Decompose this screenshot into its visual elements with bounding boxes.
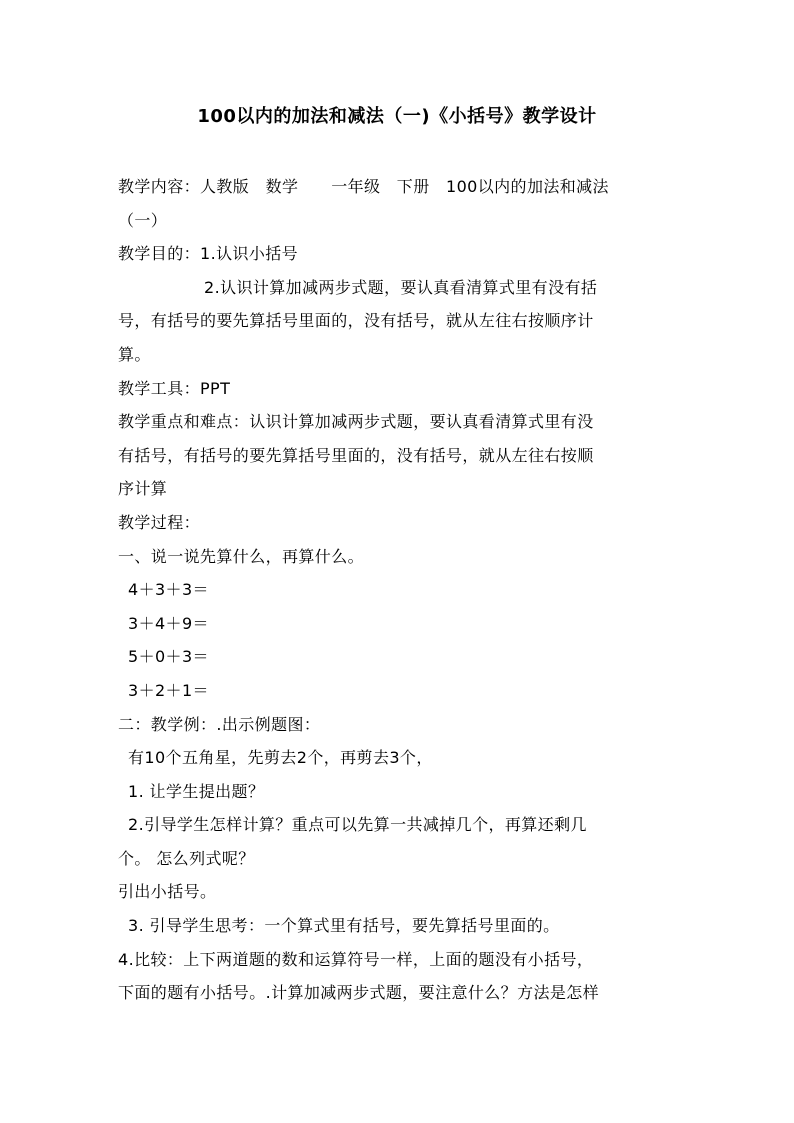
introduce-parentheses-line: 引出小括号。 [118, 882, 217, 902]
teaching-purpose-line: 教学目的：1.认识小括号 [118, 244, 299, 264]
step-four-line: 4.比较：上下两道题的数和运算符号一样，上面的题没有小括号， [118, 949, 594, 969]
key-points-line: 教学重点和难点：认识计算加减两步式题，要认真看清算式里有没 [118, 412, 594, 432]
equation-line: 5＋0＋3＝ [128, 647, 209, 667]
key-points-end: 序计算 [118, 479, 168, 499]
step-two-line: 2.引导学生怎样计算？重点可以先算一共减掉几个，再算还剩几 [128, 815, 587, 835]
document-body [118, 170, 678, 1010]
example-problem-line: 有10个五角星，先剪去2个，再剪去3个， [128, 748, 433, 768]
equation-line: 3＋2＋1＝ [128, 680, 209, 700]
teaching-purpose-item-2: 2.认识计算加减两步式题，要认真看清算式里有没有括 [204, 277, 598, 297]
step-one-line: 1. 让学生提出题？ [128, 781, 265, 801]
equation-line: 4＋3＋3＝ [128, 580, 209, 600]
step-four-cont: 下面的题有小括号。.计算加减两步式题，要注意什么？方法是怎样 [118, 983, 600, 1003]
step-three-line: 3. 引导学生思考：一个算式里有括号，要先算括号里面的。 [128, 916, 560, 936]
section-two-heading: 二：教学例：.出示例题图： [118, 714, 321, 734]
teaching-tools-line: 教学工具：PPT [118, 378, 231, 398]
teaching-content-continued: （一） [118, 210, 168, 230]
teaching-content-line: 教学内容：人教版 数学 一年级 下册 100以内的加法和减法 [118, 177, 609, 196]
section-one-heading: 一、说一说先算什么，再算什么。 [118, 546, 365, 566]
teaching-process-heading: 教学过程： [118, 512, 201, 532]
step-two-cont: 个。 怎么列式呢？ [118, 848, 255, 868]
equation-line: 3＋4＋9＝ [128, 613, 209, 633]
teaching-purpose-item-2-cont: 号，有括号的要先算括号里面的，没有括号，就从左往右按顺序计 [118, 311, 594, 331]
key-points-cont: 有括号，有括号的要先算括号里面的，没有括号，就从左往右按顺 [118, 445, 594, 465]
teaching-purpose-item-2-end: 算。 [118, 344, 151, 364]
document-title: 100以内的加法和减法（一)《小括号》教学设计 [197, 106, 597, 127]
